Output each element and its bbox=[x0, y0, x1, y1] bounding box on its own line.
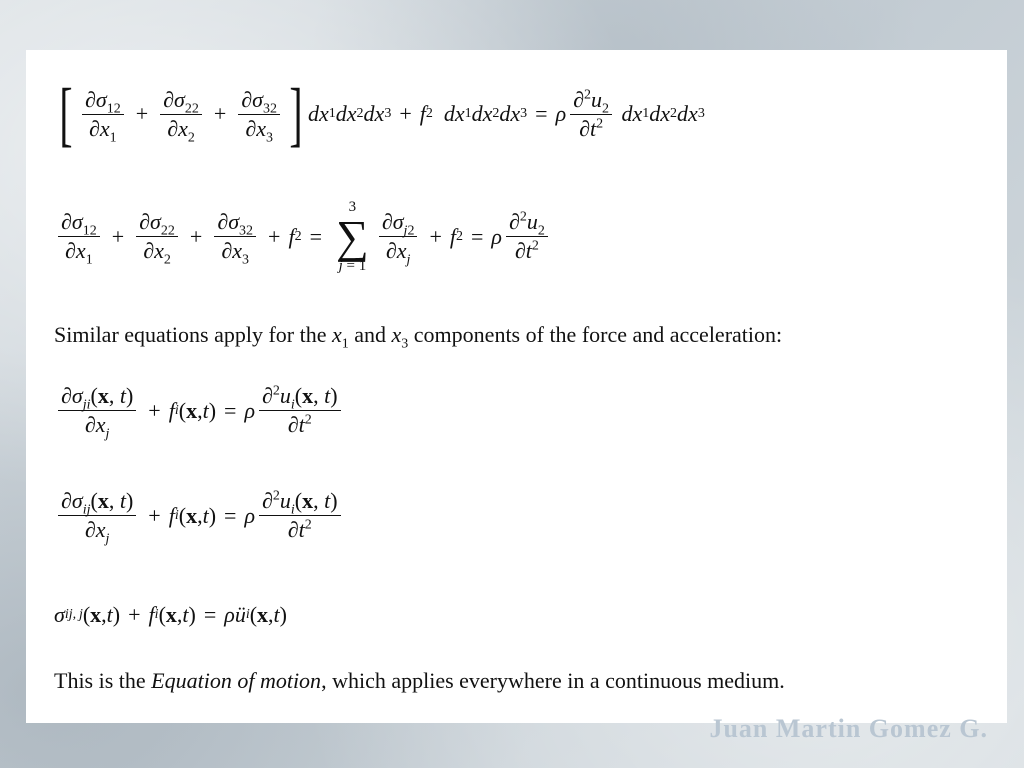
equation-4: $\frac{\partial\sigma_{ij}(x, t)}{\partial x_j}$ + f i ( x , t ) = ρ $\frac{\partial^2u_i(x, t)}{\partial t^2}$ bbox=[54, 490, 345, 541]
slide bbox=[26, 50, 1007, 723]
equation-of-motion-text: This is the Equation of motion, which applies everywhere in a continuous medium. bbox=[54, 668, 785, 693]
similar-equations-text: Similar equations apply for the $x_1$ and $x_3$ components of the force and acceleration: bbox=[54, 322, 783, 352]
equation-2: $\frac{\partial\sigma_{12}}{\partial x_1}$ + $\frac{\partial\sigma_{22}}{\partial x_2}$ + $\frac{\partial\sigma_{32}}{\partial x_3}$ + f 2 = 3 ∑ j = 1 $\frac{\partial\sigma_{j2}}{\partial x_j}$ + f 2 = ρ $\frac{\partial^2u_2}{\partial t^2}$ bbox=[54, 200, 552, 274]
author-watermark: Juan Martin Gomez G. bbox=[709, 714, 988, 743]
summation-symbol: 3 ∑ j = 1 bbox=[336, 199, 369, 274]
equation-3: $\frac{\partial\sigma_{ji}(x, t)}{\partial x_j}$ + f i ( x , t ) = ρ $\frac{\partial^2u_i(x, t)}{\partial t^2}$ bbox=[54, 385, 345, 436]
equation-1: [ $\frac{\partial\sigma_{12}}{\partial x_1}$ + $\frac{\partial\sigma_{22}}{\partial x_2}$ + $\frac{\partial\sigma_{32}}{\partial x_3}$ ] dx 1 dx 2 dx 3 + f 2 dx 1 dx 2 dx 3 = ρ $\frac{\partial^2u_2}{\partial t^2}$ dx 1 dx 2 dx 3 bbox=[59, 74, 705, 154]
equation-5: σ ij, j ( x , t ) + f i ( x , t ) = ρü i ( x , t ) bbox=[54, 602, 287, 627]
